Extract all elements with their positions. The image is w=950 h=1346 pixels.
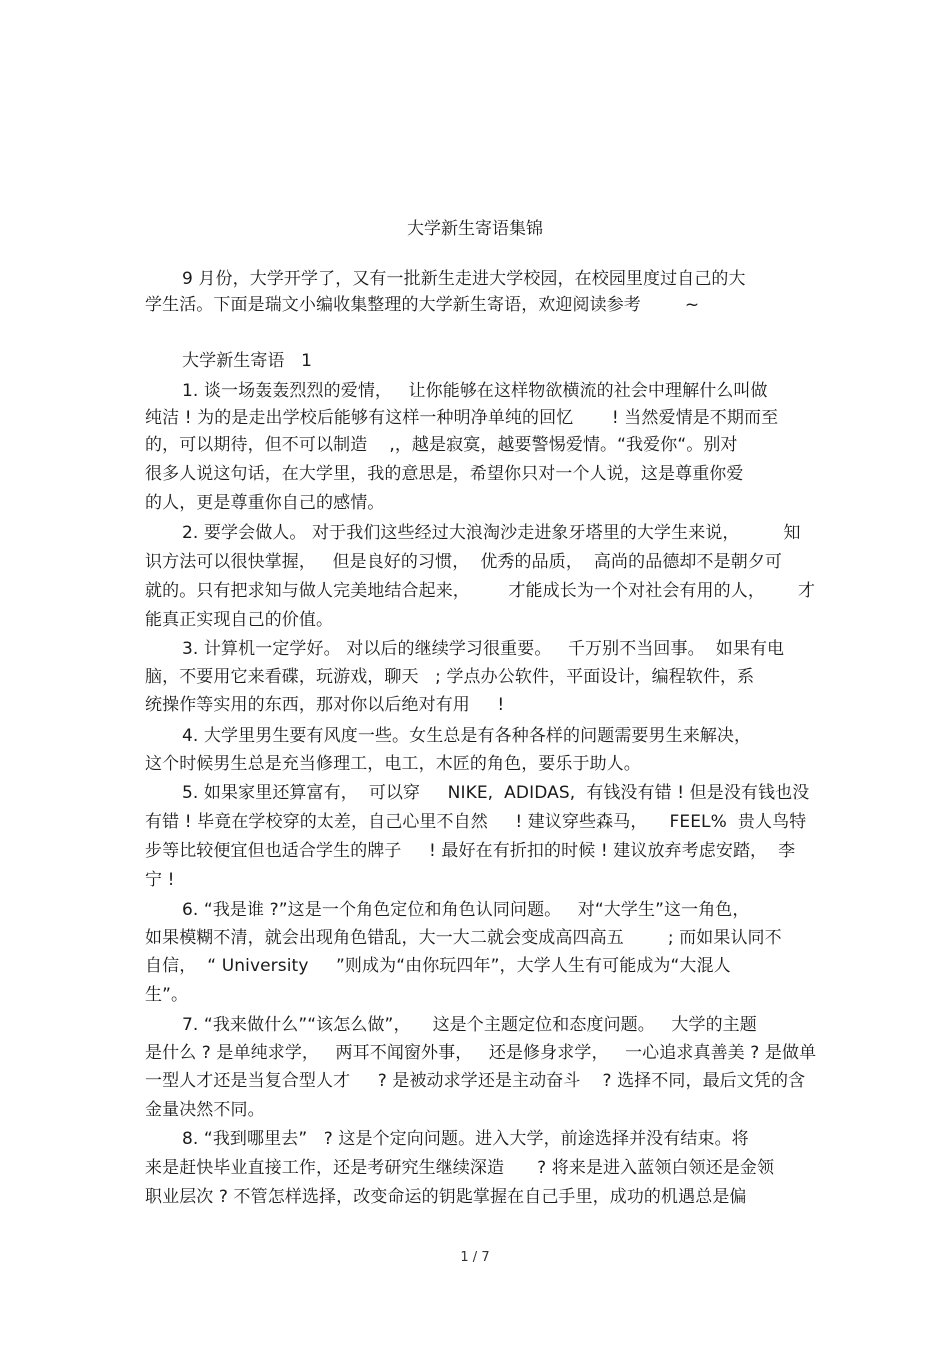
- section-heading: 大学新生寄语 1: [182, 351, 313, 371]
- paragraph-line: 2. 要学会做人。 对于我们这些经过大浪淘沙走进象牙塔里的大学生来说， 知: [182, 523, 801, 543]
- paragraph-line: 来是赶快毕业直接工作，还是考研究生继续深造 ? 将来是进入蓝领白领还是金领: [145, 1158, 775, 1178]
- paragraph-line: 一型人才还是当复合型人才 ? 是被动求学还是主动奋斗 ? 选择不同，最后文凭的含: [145, 1071, 806, 1091]
- paragraph-line: 生”。: [145, 985, 189, 1005]
- document-title: 大学新生寄语集锦: [407, 219, 543, 239]
- paragraph-line: 5. 如果家里还算富有， 可以穿 NIKE, ADIDAS, 有钱没有错 ! 但是没有钱也没: [182, 783, 810, 803]
- paragraph-line: 自信， “ University ”则成为“由你玩四年”，大学人生有可能成为“大混人: [145, 956, 731, 976]
- paragraph-line: 能真正实现自己的价值。: [145, 610, 334, 630]
- paragraph-line: 1. 谈一场轰轰烈烈的爱情， 让你能够在这样物欲横流的社会中理解什么叫做: [182, 381, 768, 401]
- paragraph-line: 8. “我到哪里去” ? 这是个定向问题。进入大学，前途选择并没有结束。将: [182, 1129, 749, 1149]
- paragraph-line: 9 月份，大学开学了，又有一批新生走进大学校园，在校园里度过自己的大: [182, 269, 746, 289]
- paragraph-line: 统操作等实用的东西，那对你以后绝对有用 !: [145, 695, 505, 715]
- paragraph-line: 脑，不要用它来看碟，玩游戏，聊天 ; 学点办公软件，平面设计，编程软件，系: [145, 667, 755, 687]
- paragraph-line: 识方法可以很快掌握， 但是良好的习惯， 优秀的品质， 高尚的品德却不是朝夕可: [145, 552, 783, 572]
- paragraph-line: 这个时候男生总是充当修理工，电工，木匠的角色，要乐于助人。: [145, 754, 641, 774]
- paragraph-line: 4. 大学里男生要有风度一些。女生总是有各种各样的问题需要男生来解决，: [182, 726, 752, 746]
- paragraph-line: 是什么 ? 是单纯求学， 两耳不闻窗外事， 还是修身求学， 一心追求真善美 ? 是做单: [145, 1043, 817, 1063]
- paragraph-line: 纯洁 ! 为的是走出学校后能够有这样一种明净单纯的回忆 ! 当然爱情是不期而至: [145, 408, 779, 428]
- paragraph-line: 的，可以期待，但不可以制造 ,，越是寂寞，越要警惕爱情。“我爱你“。别对: [145, 435, 738, 455]
- paragraph-line: 就的。只有把求知与做人完美地结合起来， 才能成长为一个对社会有用的人， 才: [145, 581, 816, 601]
- paragraph-line: 7. “我来做什么”“该怎么做”， 这是个主题定位和态度问题。 大学的主题: [182, 1015, 757, 1035]
- paragraph-line: 有错 ! 毕竟在学校穿的太差，自己心里不自然 ! 建议穿些森马， FEEL% 贵人鸟特: [145, 812, 807, 832]
- paragraph-line: 金量决然不同。: [145, 1100, 265, 1120]
- paragraph-line: 学生活。下面是瑞文小编收集整理的大学新生寄语，欢迎阅读参考 ~: [145, 295, 700, 315]
- paragraph-line: 很多人说这句话，在大学里，我的意思是，希望你只对一个人说，这是尊重你爱: [145, 464, 744, 484]
- paragraph-line: 如果模糊不清，就会出现角色错乱，大一大二就会变成高四高五 ; 而如果认同不: [145, 928, 782, 948]
- paragraph-line: 3. 计算机一定学好。 对以后的继续学习很重要。 千万别不当回事。 如果有电: [182, 639, 785, 659]
- paragraph-line: 6. “我是谁 ?”这是一个角色定位和角色认同问题。 对“大学生”这一角色，: [182, 900, 750, 920]
- paragraph-line: 的人，更是尊重你自己的感情。: [145, 493, 385, 513]
- paragraph-line: 宁 !: [145, 870, 175, 890]
- paragraph-line: 步等比较便宜但也适合学生的牌子 ! 最好在有折扣的时候 ! 建议放弃考虑安踏， 李: [145, 841, 796, 861]
- paragraph-line: 职业层次 ? 不管怎样选择，改变命运的钥匙掌握在自己手里，成功的机遇总是偏: [145, 1187, 747, 1207]
- page-number: 1 / 7: [460, 1250, 490, 1265]
